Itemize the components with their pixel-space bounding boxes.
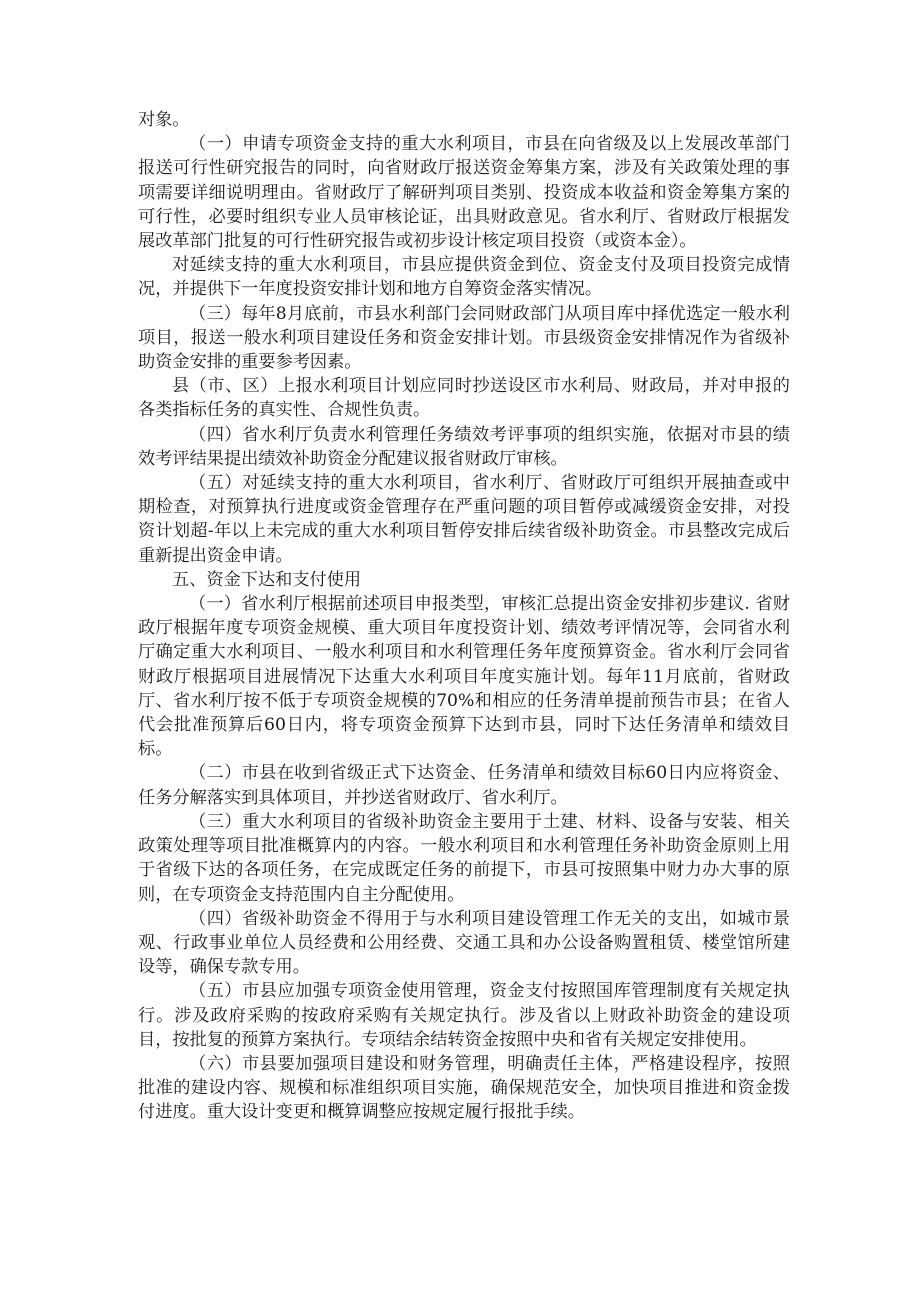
paragraph-item-4: （四）省水利厅负责水利管理任务绩效考评事项的组织实施，依据对市县的绩效考评结果提出绩效补助资金分配建议报省财政厅审核。 bbox=[138, 424, 790, 469]
paragraph-county-report: 县（市、区）上报水利项目计划应同时抄送设区市水利局、财政局，并对申报的各类指标任务的真实性、合规性负责。 bbox=[138, 376, 790, 421]
paragraph-continuation: 对象。 bbox=[138, 110, 190, 130]
paragraph-item-3: （三）每年8月底前，市县水利部门会同财政部门从项目库中择优选定一般水利项目，报送一般水利项目建设任务和资金安排计划。市县级资金安排情况作为省级补助资金安排的重要参考因素。 bbox=[138, 303, 790, 373]
document-body bbox=[138, 108, 790, 1125]
paragraph-5-2: （二）市县在收到省级正式下达资金、任务清单和绩效目标60日内应将资金、任务分解落实到具体项目，并抄送省财政厅、省水利厅。 bbox=[138, 763, 790, 808]
paragraph-extension-support: 对延续支持的重大水利项目，市县应提供资金到位、资金支付及项目投资完成情况，并提供下一年度投资安排计划和地方自筹资金落实情况。 bbox=[138, 255, 790, 300]
paragraph-5-6: （六）市县要加强项目建设和财务管理，明确责任主体，严格建设程序，按照批准的建设内容、规模和标准组织项目实施，确保规范安全，加快项目推进和资金拨付进度。重大设计变更和概算调整应按规定履行报批手续。 bbox=[138, 1053, 790, 1123]
section-heading-5: 五、资金下达和支付使用 bbox=[172, 569, 362, 590]
paragraph-item-5: （五）对延续支持的重大水利项目，省水利厅、省财政厅可组织开展抽查或中期检查，对预算执行进度或资金管理存在严重问题的项目暂停或减缓资金安排，对投资计划超-年以上未完成的重大水利项目暂停安排后续省级补助资金。市县整改完成后重新提出资金申请。 bbox=[138, 473, 790, 566]
paragraph-5-3: （三）重大水利项目的省级补助资金主要用于土建、材料、设备与安装、相关政策处理等项目批准概算内的内容。一般水利项目和水利管理任务补助资金原则上用于省级下达的各项任务，在完成既定任务的前提下，市县可按照集中财力办大事的原则，在专项资金支持范围内自主分配使用。 bbox=[138, 811, 790, 905]
paragraph-item-1: （一）申请专项资金支持的重大水利项目，市县在向省级及以上发展改革部门报送可行性研究报告的同时，向省财政厅报送资金筹集方案，涉及有关政策处理的事项需要详细说明理由。省财政厅了解研判项目类别、投资成本收益和资金筹集方案的可行性，必要时组织专业人员审核论证，出具财政意见。省水利厅、省财政厅根据发展改革部门批复的可行性研究报告或初步设计核定项目投资（或资本金）。 bbox=[138, 134, 790, 252]
paragraph-5-4: （四）省级补助资金不得用于与水利项目建设管理工作无关的支出，如城市景观、行政事业单位人员经费和公用经费、交通工具和办公设备购置租赁、楼堂馆所建设等，确保专款专用。 bbox=[138, 908, 790, 978]
paragraph-5-5: （五）市县应加强专项资金使用管理，资金支付按照国库管理制度有关规定执行。涉及政府采购的按政府采购有关规定执行。涉及省以上财政补助资金的建设项目，按批复的预算方案执行。专项结余结转资金按照中央和省有关规定安排使用。 bbox=[138, 981, 790, 1050]
paragraph-5-1: （一）省水利厅根据前述项目申报类型，审核汇总提出资金安排初步建议. 省财政厅根据年度专项资金规模、重大项目年度投资计划、绩效考评情况等，会同省水利厅确定重大水利项目、一般水利项目和水利管理任务年度预算资金。省水利厅会同省财政厅根据项目进展情况下达重大水利项目年度实施计划。每年11月底前，省财政厅、省水利厅按不低于专项资金规模的70%和相应的任务清单提前预告市县；在省人代会批准预算后60日内，将专项资金预算下达到市县，同时下达任务清单和绩效目标。 bbox=[138, 594, 790, 760]
